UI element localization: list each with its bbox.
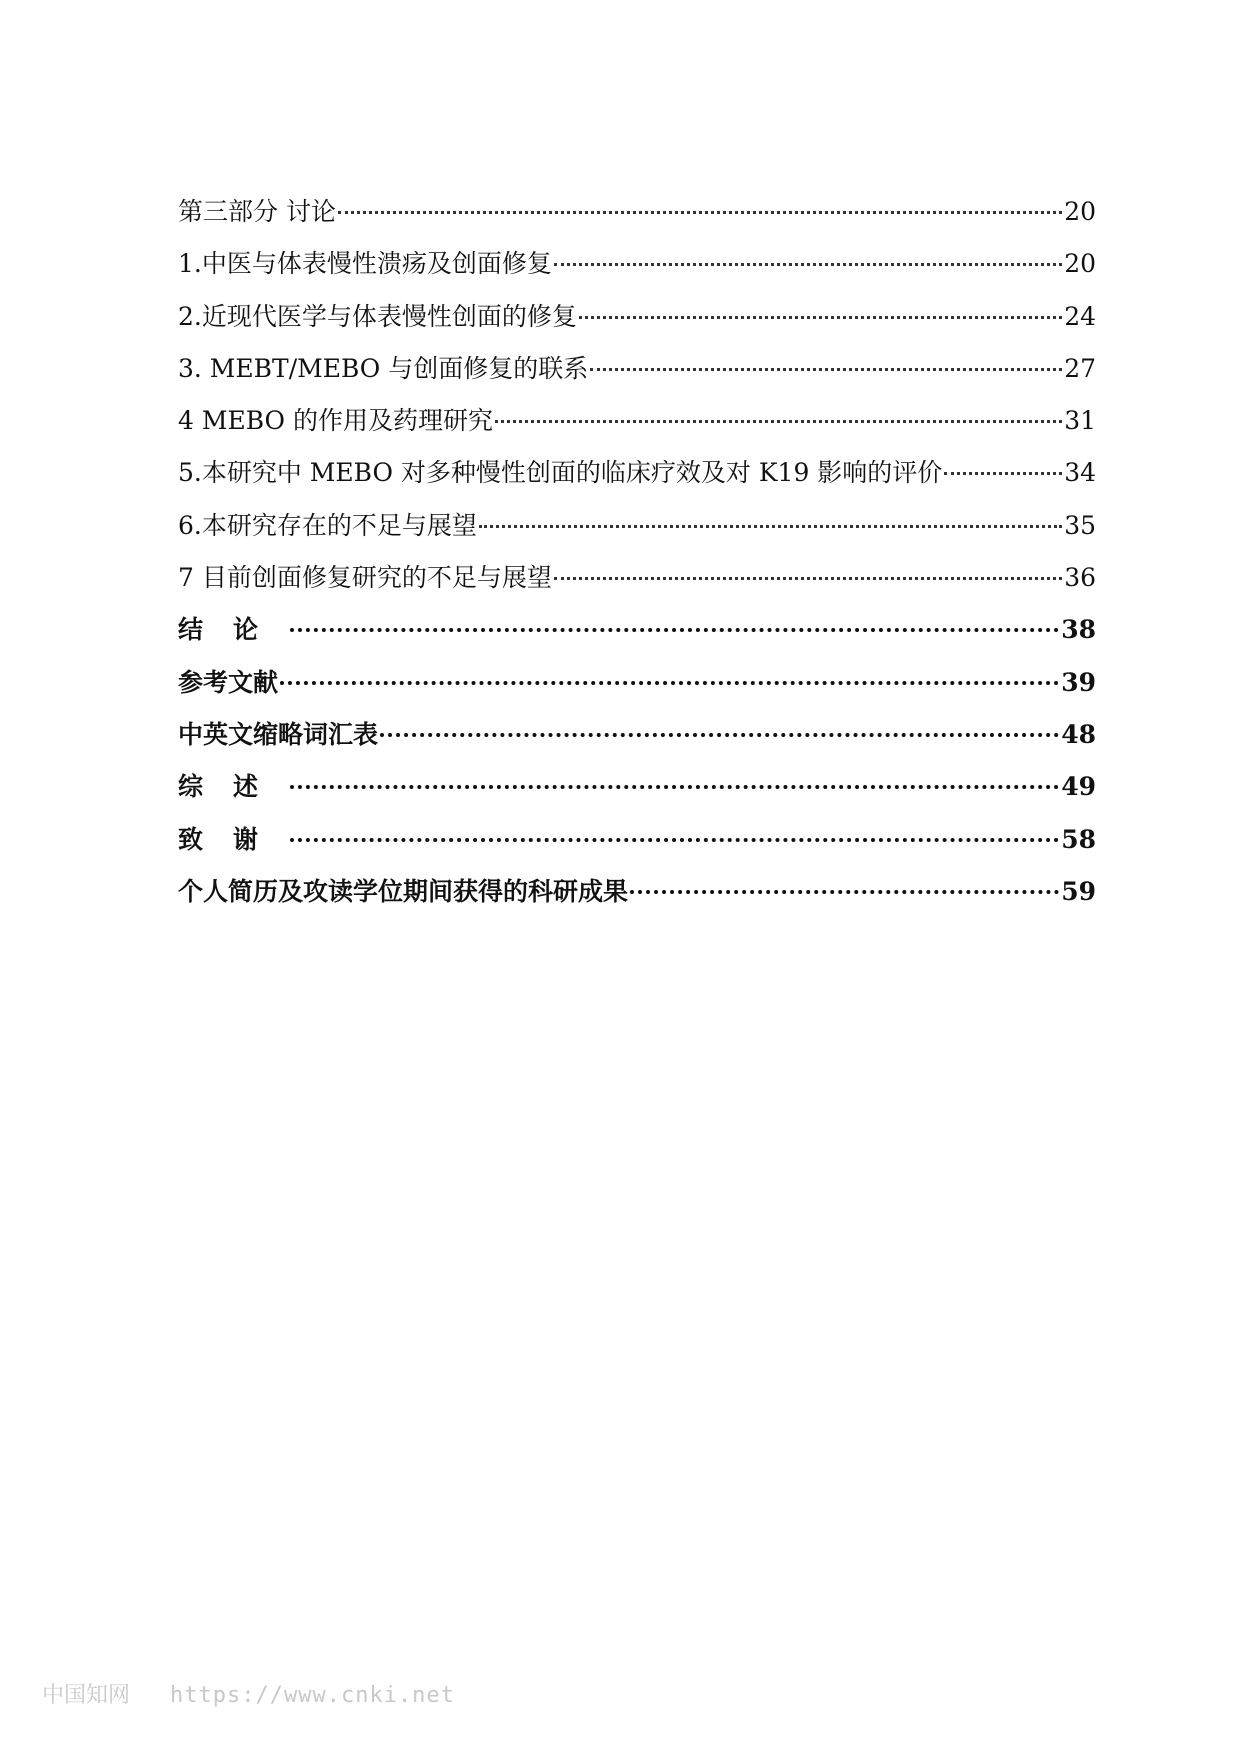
toc-entry-references[interactable] [178,657,1096,709]
toc-entry-3[interactable] [178,343,1096,395]
toc-entry-page: 49 [1061,772,1096,802]
footer-site-name: 中国知网 [42,1683,131,1708]
toc-entry-title: 1.中医与体表慢性溃疡及创面修复 [178,249,552,279]
footer-watermark [42,1678,455,1709]
toc-entry-page: 58 [1061,824,1096,854]
toc-entry-resume[interactable] [178,866,1096,918]
toc-entry-title: 参考文献 [178,667,279,697]
toc-entry-title: 结论 [178,615,289,645]
toc-entry-2[interactable] [178,291,1096,343]
toc-entry-title: 个人简历及攻读学位期间获得的科研成果 [178,876,629,906]
toc-dot-leader [280,681,1059,685]
toc-dot-leader [630,890,1059,894]
toc-dot-leader [495,420,1062,423]
toc-dot-leader [579,316,1062,319]
toc-dot-leader [944,472,1062,475]
toc-entry-1[interactable] [178,238,1096,290]
toc-entry-page: 38 [1061,615,1096,645]
toc-dot-leader [590,368,1062,371]
toc-dot-leader [290,628,1059,632]
toc-dot-leader [380,733,1059,737]
toc-entry-page: 24 [1064,301,1096,331]
toc-entry-page: 27 [1064,353,1096,383]
table-of-contents [178,186,1096,918]
toc-entry-page: 36 [1064,563,1096,593]
toc-entry-abbreviations[interactable] [178,709,1096,761]
toc-entry-page: 34 [1064,458,1096,488]
toc-entry-page: 20 [1064,249,1096,279]
toc-dot-leader [554,263,1062,266]
footer-url[interactable]: https://www.cnki.net [170,1683,455,1708]
toc-entry-title: 第三部分 讨论 [178,197,336,226]
toc-entry-page: 31 [1064,406,1096,436]
toc-entry-4[interactable] [178,395,1096,447]
toc-entry-6[interactable] [178,500,1096,552]
toc-entry-title: 6.本研究存在的不足与展望 [178,510,477,540]
toc-entry-page: 48 [1061,719,1096,749]
toc-entry-review[interactable] [178,761,1096,813]
toc-entry-page: 35 [1064,510,1096,540]
toc-dot-leader [338,211,1062,214]
toc-entry-page: 39 [1061,667,1096,697]
toc-entry-part-three-discussion[interactable] [178,186,1096,238]
toc-entry-7[interactable] [178,552,1096,604]
toc-dot-leader [290,785,1059,789]
toc-dot-leader [554,577,1062,580]
toc-entry-acknowledgements[interactable] [178,814,1096,866]
toc-entry-title: 4 MEBO 的作用及药理研究 [178,406,493,436]
toc-entry-page: 20 [1064,197,1096,226]
toc-entry-5[interactable] [178,447,1096,499]
toc-entry-title: 中英文缩略词汇表 [178,719,379,749]
toc-entry-page: 59 [1061,876,1096,906]
toc-dot-leader [479,525,1062,528]
toc-dot-leader [290,838,1059,842]
toc-entry-title: 致谢 [178,824,289,854]
toc-entry-title: 2.近现代医学与体表慢性创面的修复 [178,301,577,331]
toc-entry-title: 5.本研究中 MEBO 对多种慢性创面的临床疗效及对 K19 影响的评价 [178,458,943,488]
toc-entry-title: 综述 [178,772,289,802]
toc-entry-title: 3. MEBT/MEBO 与创面修复的联系 [178,353,589,383]
toc-entry-conclusion[interactable] [178,604,1096,656]
toc-entry-title: 7 目前创面修复研究的不足与展望 [178,563,552,593]
